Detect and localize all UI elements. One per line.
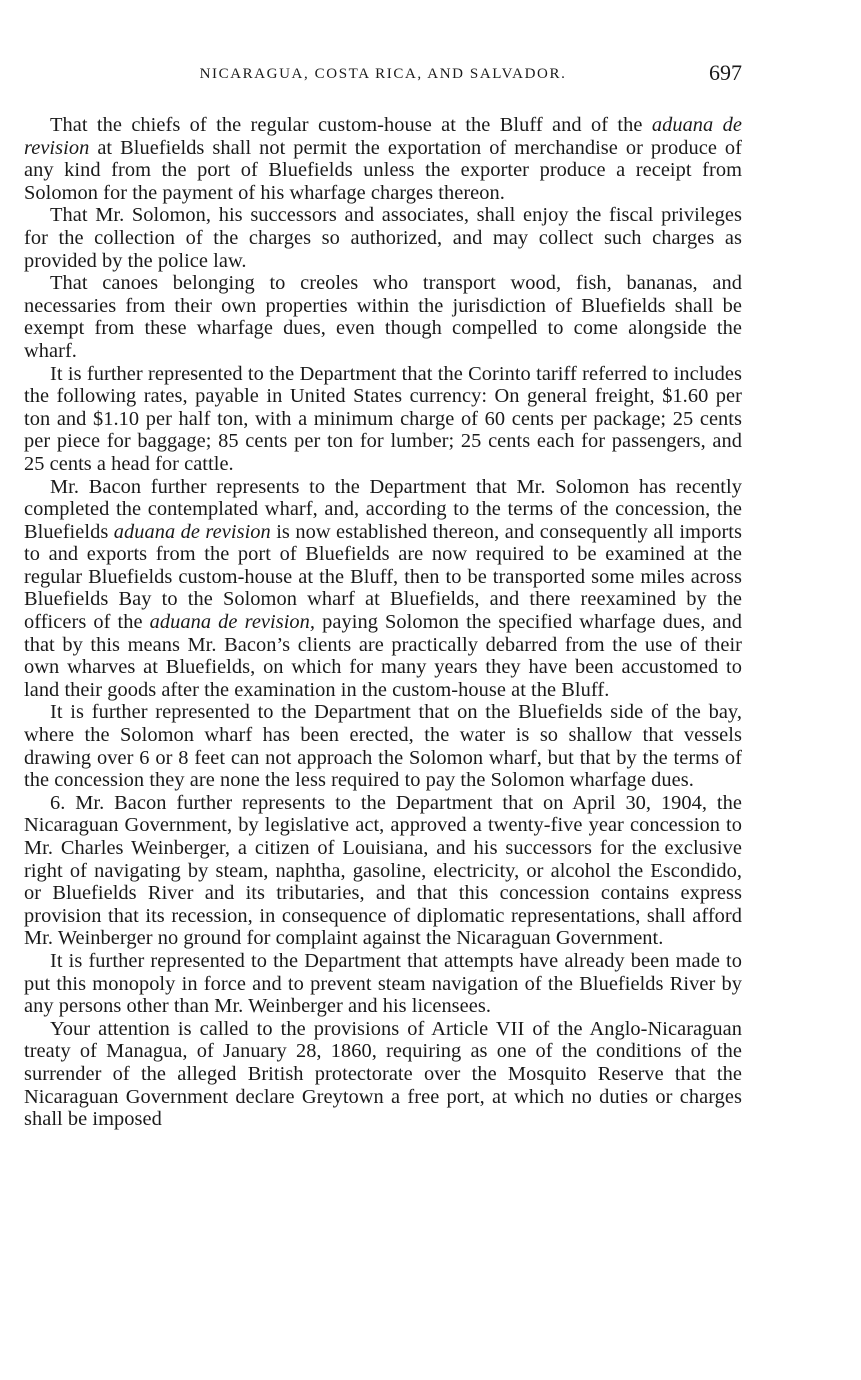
italic-term: aduana de revision, bbox=[149, 611, 316, 634]
text-run: It is further represented to the Department that attempts have already been made to put this monopoly in force and to prevent steam navigation of the Bluefields River by any persons other than Mr. Weinberger and his licensees. bbox=[24, 949, 742, 1018]
text-run: That canoes belonging to creoles who transport wood, fish, bananas, and necessaries from their own properties within the jurisdiction of Bluefields shall be exempt from these wharfage dues, even though compelled to come alongside the wharf. bbox=[24, 272, 742, 362]
text-run: It is further represented to the Department that on the Bluefields side of the bay, where the Solomon wharf has been erected, the water is so shallow that vessels drawing over 6 or 8 feet can not approach the Solomon wharf, but that by the terms of the concession they are none the less required to pay the Solomon wharfage dues. bbox=[24, 701, 742, 792]
paragraph bbox=[24, 363, 742, 476]
paragraph bbox=[24, 204, 742, 272]
running-header bbox=[24, 56, 742, 96]
text-run: Your attention is called to the provisions of Article VII of the Anglo-Nicaraguan treaty of Managua, of January 28, 1860, requiring as one of the conditions of the surrender of the alleged British protectorate over the Mosquito Reserve that the Nicaraguan Government declare Greytown a free port, at which no duties or charges shall be imposed bbox=[24, 1017, 742, 1131]
italic-term: aduana de revision bbox=[113, 520, 271, 543]
text-run: It is further represented to the Department that the Corinto tariff referred to includes the following rates, payable in United States currency: On general freight, $1.60 per ton and $1.10 per half ton, with a minimum charge of 60 cents per package; 25 cents per piece for baggage; 85 cents per ton for lumber; 25 cents each for passengers, and 25 cents a head for cattle. bbox=[24, 362, 742, 475]
text-run: Mr. Bacon further represents to the Department that Mr. Solomon has recently completed the contemplated wharf, and, according to the terms of the concession, the Bluefields bbox=[24, 475, 742, 543]
document-page bbox=[24, 56, 742, 1131]
text-run: That Mr. Solomon, his successors and associates, shall enjoy the fiscal privileges for the collection of the charges so authorized, and may collect such charges as provided by the police law. bbox=[24, 204, 742, 272]
page-number: 697 bbox=[709, 60, 742, 85]
paragraph bbox=[24, 950, 742, 1018]
paragraph bbox=[24, 272, 742, 362]
text-run: That the chiefs of the regular custom-house at the Bluff and of the bbox=[50, 114, 652, 136]
paragraph bbox=[24, 114, 742, 204]
text-run: is now established thereon, and consequently all imports to and exports from the port of Bluefields are now required to be examined at the regular Bluefields custom-house at the Bluff, then to be transported some miles across Bluefields Bay to the Solomon wharf at Bluefields, and there reexamined by the officers of the bbox=[24, 520, 742, 634]
paragraph bbox=[24, 476, 742, 702]
paragraph bbox=[24, 1018, 742, 1131]
paragraph bbox=[24, 792, 742, 950]
running-title: NICARAGUA, COSTA RICA, AND SALVADOR. bbox=[199, 66, 567, 82]
paragraph bbox=[24, 701, 742, 791]
text-run: at Bluefields shall not permit the exportation of merchandise or produce of any kind from the port of Bluefields unless the exporter produce a receipt from Solomon for the payment of his wharfage charges thereon. bbox=[24, 136, 742, 204]
body-text bbox=[24, 114, 742, 1131]
italic-term: aduana de revision bbox=[24, 114, 742, 159]
text-run: paying Solomon the specified wharfage dues, and that by this means Mr. Bacon’s clients are practically debarred from the use of their own wharves at Bluefields, on which for many years they have been accustomed to land their goods after the examination in the custom-house at the Bluff. bbox=[24, 611, 742, 701]
text-run: 6. Mr. Bacon further represents to the Department that on April 30, 1904, the Nicaraguan Government, by legislative act, approved a twenty-five year concession to Mr. Charles Weinberger, a citizen of Louisiana, and his successors for the exclusive right of navigating by steam, naphtha, gasoline, electricity, or alcohol the Escondido, or Bluefields River and its tributaries, and that this concession contains express provision that its recession, in consequence of diplomatic representations, shall afford Mr. Weinberger no ground for complaint against the Nicaraguan Government. bbox=[24, 791, 742, 950]
